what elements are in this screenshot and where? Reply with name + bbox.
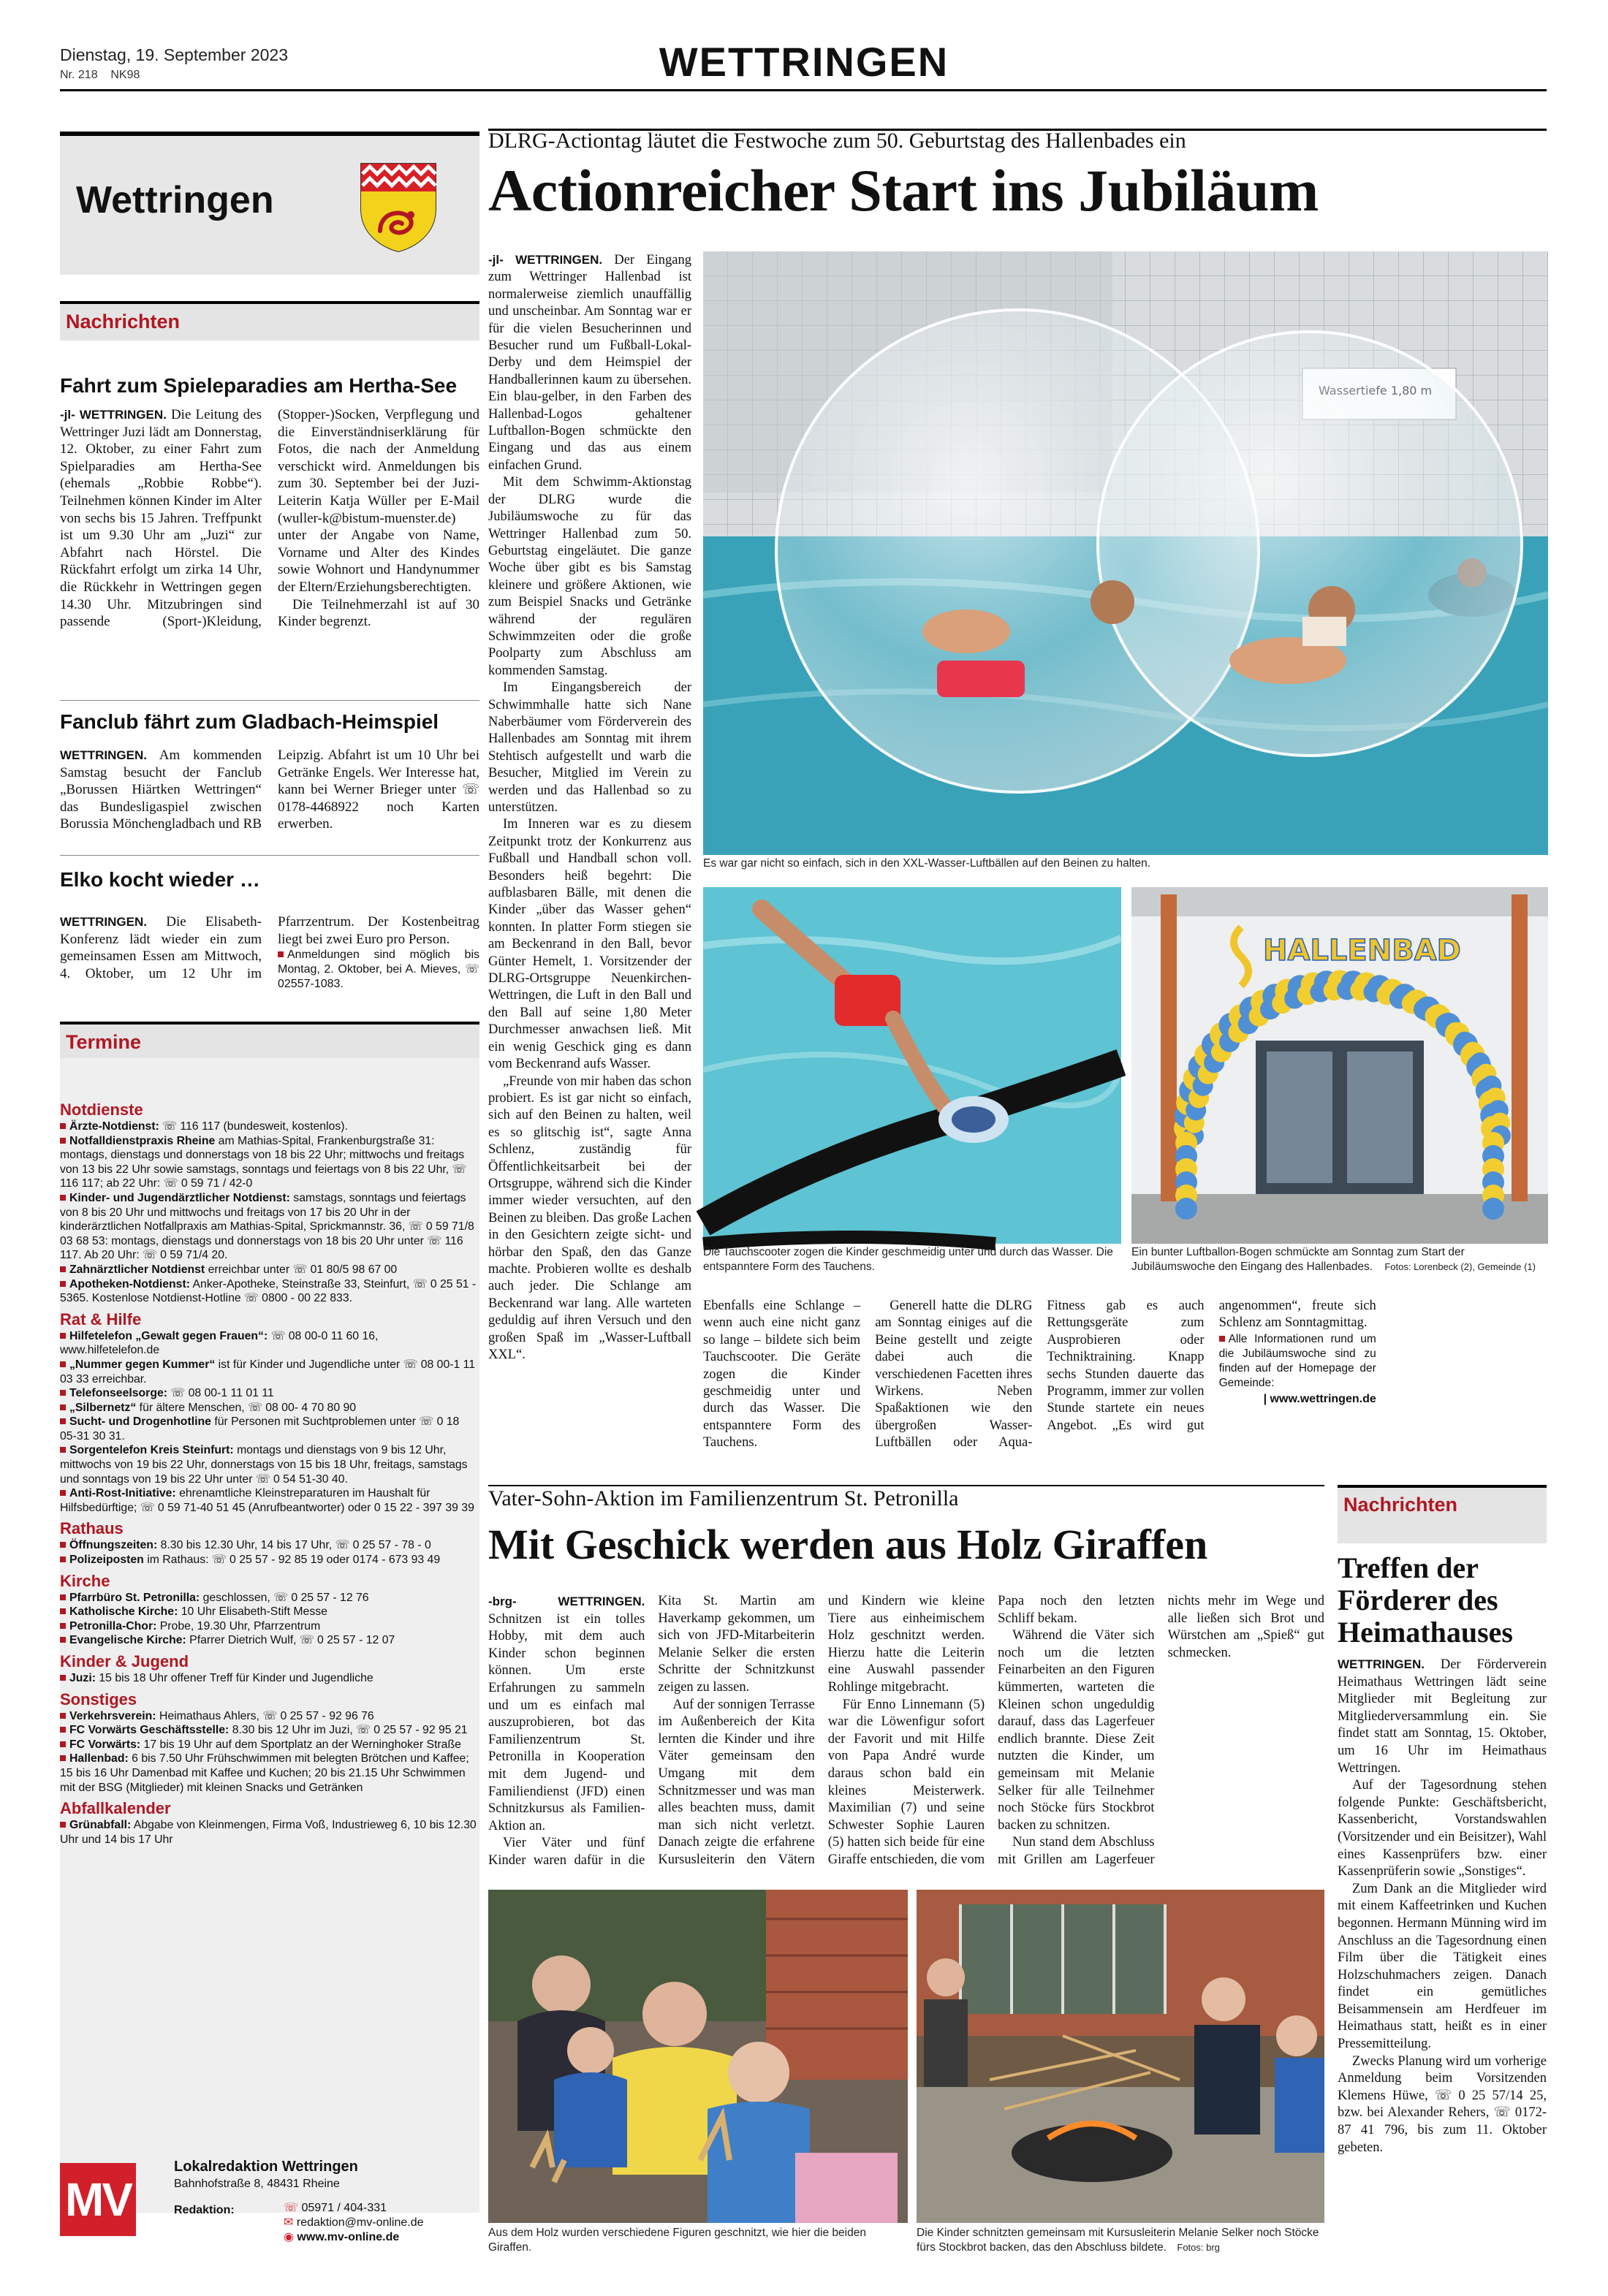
- sidebar-article-1-title: Fahrt zum Spieleparadies am Hertha-See: [60, 374, 458, 397]
- bullet-square-icon: [60, 1404, 66, 1410]
- main-dateline: -jl- WETTRINGEN.: [488, 253, 603, 267]
- termine-item-label: FC Vorwärts Geschäftsstelle:: [69, 1724, 230, 1737]
- termine-item: [60, 1486, 477, 1515]
- termine-item: [60, 1818, 477, 1847]
- second-text-3: Auf der sonnigen Terrasse im Außenbereich der Kita lernten die Kinder und ihre Väter gemeinsam den Umgang mit dem Schnitzmesser und was man alles beachten muss, damit man sich nicht verletzt. Danach zeigte die erfahrene Kursusleiterin den Vätern und Kindern wie kleine Tiere aus einheimischem Holz geschnitzt werden. Hierzu hatte die Leiterin eine Auswahl passender Rohlinge mitgebracht.: [658, 1594, 985, 1867]
- bullet-square-icon: [60, 1727, 66, 1733]
- termine-item-text: 15 bis 18 Uhr offener Treff für Kinder und Jugendliche: [95, 1672, 373, 1684]
- right-nachrichten-bar: [1338, 1485, 1547, 1543]
- termine-item-label: Grünabfall:: [69, 1819, 132, 1832]
- termine-item-label: Sorgentelefon Kreis Steinfurt:: [69, 1444, 234, 1457]
- termine-item: [60, 1120, 477, 1134]
- termine-item-label: Sucht- und Drogenhotline: [69, 1415, 211, 1429]
- termine-item-text: 17 bis 19 Uhr auf dem Sportplatz an der Werninghoker Straße: [140, 1738, 461, 1751]
- termine-item-label: Verkehrsverein:: [69, 1709, 156, 1722]
- header-date: Dienstag, 19. September 2023: [60, 45, 288, 64]
- sidebar-article-1-text: Die Leitung des Wettringer Juzi lädt am Donnerstag, 12. Oktober, zu einer Fahrt zum Spielparadies am Hertha-See (ehemals „Robbie Robbe“). Teilnehmen können Kinder im Alter von sechs bis 15 Jahren. Treffpunkt ist um 9.30 Uhr am „Juzi“ zur Abfahrt nach Hörstel. Die Rückfahrt erfolgt um zirka 14 Uhr, die Rückkehr in Wettringen gegen 14.30 Uhr. Mitzubringen sind passende (Sport-)Kleidung, (Stopper-)Socken, Verpflegung und die Einverständniserklärung für Fotos, die nach der Anmeldung verschickt wird. Anmeldungen bis zum 30. September bei der Juzi-Leiterin Katja Wüller per E-Mail (wuller-k@bistum-muenster.de) unter der Angabe von Name, Vorname und Alter des Kindes sowie Wohnort und Handynummer der Eltern/Erziehungsberechtigten.: [60, 407, 479, 630]
- bullet-square-icon: [60, 1623, 66, 1629]
- termine-item-label: Notfalldienstpraxis Rheine: [69, 1134, 216, 1147]
- termine-item-text: am Mathias-Spital, Frankenburgstraße 31: montags, dienstags und donnerstags von 18 bis 22 Uhr; mittwochs und freitags von 13 bis 22 Uhr sowie samstags, sonntags und feiertags von 8 bis 22 Uhr, ☏ 116 117; ab 22 Uhr: ☏ 0 59 71 / 42-0: [60, 1134, 467, 1190]
- bullet-square-icon: [60, 1281, 66, 1287]
- bullet-square-icon: [60, 1490, 66, 1496]
- termine-category: Rathaus: [60, 1519, 124, 1538]
- redaktion-contacts: [284, 2201, 424, 2245]
- bullet-square-icon: [60, 1713, 66, 1719]
- main-text-7: Generell hatte die DLRG am Sonntag einiges auf die Beine gestellt und zeigte dabei auch die verschiedenen Facetten ihres Wirkens. Neben Spaßaktionen wie den übergroßen Wasser-Luftbällen oder Aqua-Fitness gab es auch Rettungsgeräte zum Ausprobieren oder Techniktraining. Knapp sechs Stunden dauerte das Programm, immer zur vollen Stunde startete ein neues Angebot. „Es wird gut angenommen“, freute sich Schlenz am Sonntagmittag.: [875, 1299, 1376, 1451]
- second-kicker: Vater-Sohn-Aktion im Familienzentrum St. Petronilla: [488, 1486, 959, 1510]
- second-text-5: Während die Väter sich noch um die letzten Feinarbeiten an den Figuren kümmerten, warteten die Kleinen schon ungeduldig darauf, dass das Lagerfeuer endlich brannte. Diese Zeit nutzten die Kinder, um gemeinsam mit Melanie Selker für alle Teilnehmer noch Stöcke fürs Stockbrot backen zu schnitzen.: [998, 1628, 1155, 1833]
- termine-item: [60, 1605, 477, 1619]
- termine-item: [60, 1277, 477, 1306]
- termine-list: [60, 1096, 477, 2126]
- sidebar-article-2-text: Am kommenden Samstag besucht der Fanclub „Borussen Hiärtken Wettringen“ das Bundesligaspiel zwischen Borussia Mönchengladbach und RB Leipzig. Abfahrt ist um 10 Uhr bei Getränke Engels. Wer Interesse hat, kann bei Werner Brieger unter ☏ 0178-4468922 noch Karten erwerben.: [60, 748, 479, 832]
- termine-category: Kirche: [60, 1571, 110, 1590]
- termine-category: Notdienste: [60, 1101, 143, 1119]
- bullet-square-icon: [60, 1333, 66, 1339]
- termine-item-label: Öffnungszeiten:: [69, 1539, 158, 1552]
- hallenbad-sign: HALLENBAD: [1263, 934, 1461, 968]
- termine-item: [60, 1738, 477, 1752]
- sidebar-divider-1: [60, 700, 479, 701]
- termine-item-text: ☏ 116 117 (bundesweit, kostenlos).: [159, 1120, 348, 1133]
- main-lower-columns: Ebenfalls eine Schlange – wenn auch eine nicht ganz so lange – bildete sich beim Tauchscooter. Die Geräte zogen die Kinder geschmeidig unter und durch das Wasser. Die entspanntere Form des Tauchens. Generell hatte die DLRG am Sonntag einiges auf die Beine gestellt und zeigte dabei auch die verschiedenen Facetten ihres Wirkens. Neben Spaßaktionen wie den übergroßen Wasser-Luftbällen oder Aqua-Fitness gab es auch Rettungsgeräte zum Ausprobieren oder Techniktraining. Knapp sechs Stunden dauerte das Programm, immer zur vollen Stunde startete ein neues Angebot. „Es wird gut angenommen“, freute sich Schlenz am Sonntagmittag. Alle Informationen rund um die Jubiläumswoche sind zu finden auf der Homepage der Gemeinde: | www.wettringen.de: [703, 1298, 1548, 1464]
- termine-item-text: Anker-Apotheke, Steinstraße 33, Steinfurt, ☏ 0 25 51 - 5365. Kostenlose Notdienst-Hotline ☏ 0800 - 00 22 833.: [60, 1277, 477, 1305]
- bullet-square-icon: [60, 1755, 66, 1761]
- redaktion-address: Bahnhofstraße 8, 48431 Rheine: [174, 2178, 340, 2190]
- photo-giraffes: [488, 1890, 908, 2223]
- second-dateline: -brg- WETTRINGEN.: [488, 1594, 645, 1608]
- caption-balloon-arch: [1131, 1245, 1548, 1274]
- termine-item: [60, 1538, 477, 1553]
- right-text-4: Zwecks Planung wird um vorherige Anmeldung beim Vorsitzenden Klemens Hüwe, ☏ 0 25 57/14 25, bzw. bei Alexander Rehers, ☏ 0172-87 41 796, bis zum 11. Oktober gebeten.: [1338, 2053, 1547, 2155]
- sidebar-article-3-text: Die Elisabeth-Konferenz lädt wieder ein zum gemeinsamen Essen am Mittwoch, 4. Oktober, um 12 Uhr im Pfarrzentrum. Der Kostenbeitrag liegt bei zwei Euro pro Person.: [60, 914, 479, 981]
- phone-icon: ☏: [284, 2202, 299, 2214]
- bullet-square-icon: [60, 1418, 66, 1424]
- termine-item-label: „Silbernetz“: [69, 1401, 137, 1414]
- termine-item: [60, 1752, 477, 1795]
- second-text-2: Vier Väter und fünf Kinder waren dafür in die Kita St. Martin am Haverkamp gekommen, um sich von JFD-Mitarbeiterin Melanie Selker die ersten Schritte der Schnitzkunst zeigen zu lassen.: [488, 1594, 815, 1868]
- main-text-1: Der Eingang zum Wettringer Hallenbad ist normalerweise ziemlich unauffällig und unscheinbar. Am Sonntag war er für die vielen Besucherinnen und Besucher rund um Fußball-Lokal-Derby und dem Heimspiel der Handballerinnen kaum zu übersehen. Ein blau-gelber, in den Farben des Hallenbad-Logos gehaltener Luftballon-Bogen schmückte den Eingang und das aus einem einfachen Grund.: [488, 253, 691, 473]
- sidebar-article-1-dateline: -jl- WETTRINGEN.: [60, 408, 167, 422]
- termine-item-label: „Nummer gegen Kummer“: [69, 1358, 216, 1371]
- caption-stockbrot: [917, 2226, 1324, 2255]
- bullet-square-icon: [60, 1675, 66, 1681]
- balloon: [1482, 1198, 1504, 1220]
- main-info-link[interactable]: www.wettringen.de: [1270, 1392, 1376, 1405]
- termine-item-label: Hilfetelefon „Gewalt gegen Frauen“:: [69, 1329, 268, 1342]
- main-text-5: „Freunde von mir haben das schon probiert. Es ist gar nicht so einfach, sich auf den Beinen zu halten, weil es so glitschig ist“, sagte Anna Schlenz, zuständig für Öffentlichkeitsarbeit bei der Ortsgruppe, während sich die Kinder immer wieder versuchten, auf den Beinen zu bleiben. Das große Lachen in den Gesichtern zeigte sicht- und hörbar den Spaß, den das Ganze machte. Probieren wollte es deshalb auch jeder. Die Schlange am Beckenrand war lang. Alle warteten geduldig auf ihren Versuch und den großen Spaß im „Wasser-Luftball XXL“.: [488, 1073, 691, 1362]
- right-text-2: Auf der Tagesordnung stehen folgende Punkte: Geschäftsbericht, Kassenbericht, Vorstandswahlen (Vorsitzender und ein Beisitzer), Wahl eines Kassenprüfers bzw. einer Kassenprüferin sowie „Sonstiges“.: [1338, 1778, 1547, 1879]
- caption-tauchscooter: Die Tauchscooter zogen die Kinder geschmeidig unter und durch das Wasser. Die entspanntere Form des Tauchens.: [703, 1246, 1113, 1273]
- termine-item: [60, 1591, 477, 1605]
- termine-item-label: Pfarrbüro St. Petronilla:: [69, 1591, 200, 1604]
- main-col1: [488, 251, 691, 1362]
- photo-balloon-arch: [1131, 887, 1548, 1244]
- main-text-6: Ebenfalls eine Schlange – wenn auch eine nicht ganz so lange – bildete sich beim Tauchscooter. Die Geräte zogen die Kinder geschmeidig unter und durch das Wasser. Die entspanntere Form des Tauchens.: [703, 1299, 861, 1451]
- bullet-square-icon: [60, 1637, 66, 1643]
- termine-category: Rat & Hilfe: [60, 1309, 142, 1328]
- sidebar-article-3-note: Anmeldungen sind möglich bis Montag, 2. Oktober, bei A. Mieves, ☏ 02557-1083.: [278, 949, 479, 991]
- right-body: [1338, 1656, 1547, 2262]
- bullet-square-icon: [60, 1542, 66, 1548]
- termine-item-text: erreichbar unter ☏ 01 80/5 98 67 00: [205, 1263, 398, 1276]
- bullet-square-icon: [60, 1556, 66, 1562]
- termine-item-label: Kinder- und Jugendärztlicher Notdienst:: [69, 1191, 290, 1204]
- bullet-square-icon: [60, 1390, 66, 1396]
- issue-code: NK98: [110, 69, 140, 81]
- termine-item-text: ist für Kinder und Jugendliche unter ☏ 08 00-1 11 03 33 erreichbar.: [60, 1358, 476, 1385]
- termine-item-label: Ärzte-Notdienst:: [69, 1120, 159, 1133]
- termine-item-text: ☏ 08 00-0 11 60 16, www.hilfetelefon.de: [60, 1329, 379, 1357]
- termine-item-text: im Rathaus: ☏ 0 25 57 - 92 85 19 oder 0174 - 673 93 49: [143, 1554, 441, 1567]
- right-text-1: Der Förderverein Heimathaus Wettringen lädt seine Mitglieder mit Begleitung zur Mitgliederversammlung ein. Sie findet statt am Sonntag, 15. Oktober, um 16 Uhr im Heimathaus Wettringen.: [1338, 1657, 1547, 1776]
- second-photo-credit: Fotos: brg: [1177, 2242, 1220, 2253]
- termine-item-text: Pfarrer Dietrich Wulf, ☏ 0 25 57 - 12 07: [186, 1634, 395, 1647]
- second-headline: Mit Geschick werden aus Holz Giraffen: [488, 1521, 1208, 1568]
- termine-item-label: Anti-Rost-Initiative:: [69, 1487, 176, 1500]
- termine-item-text: Heimathaus Ahlers, ☏ 0 25 57 - 92 96 76: [156, 1709, 374, 1722]
- town-title: Wettringen: [76, 179, 274, 221]
- sidebar-article-1-body: [60, 406, 479, 697]
- termine-item-label: Evangelische Kirche:: [69, 1634, 186, 1647]
- right-headline: Treffen der Förderer des Heimathauses: [1338, 1551, 1513, 1649]
- termine-item: [60, 1191, 477, 1263]
- redaktion-box: [60, 2148, 479, 2251]
- termine-item-text: Abgabe von Kleinmengen, Firma Voß, Industrieweg 6, 10 bis 12.30 Uhr und 14 bis 17 Uhr: [60, 1819, 477, 1846]
- termine-item-label: Polizeiposten: [69, 1554, 144, 1567]
- right-nachrichten-label: Nachrichten: [1343, 1494, 1458, 1516]
- sidebar-article-2-title: Fanclub fährt zum Gladbach-Heimspiel: [60, 710, 439, 733]
- sidebar-article-3-body: [60, 913, 479, 1013]
- second-text-4: Für Enno Linnemann (5) war die Löwenfigur sofort der Favorit und mit Hilfe von Papa André wurde daraus schon bald ein kleines Meisterwerk. Maximilian (7) und seine Schwester Sophie Lauren (5) hatten sich beide für eine Giraffe entschieden, die vom Papa noch den letzten Schliff bekam.: [827, 1594, 1155, 1867]
- termine-item-label: Petronilla-Chor:: [69, 1619, 157, 1632]
- redaktion-web[interactable]: www.mv-online.de: [297, 2231, 400, 2243]
- bullet-square-icon: [60, 1608, 66, 1614]
- sidebar-divider-2: [60, 855, 479, 856]
- termine-item: [60, 1723, 477, 1738]
- termine-item-text: für Personen mit Suchtproblemen unter ☏ 0 18 05-31 30 31.: [60, 1415, 460, 1442]
- termine-category: Abfallkalender: [60, 1799, 171, 1818]
- termine-item-text: geschlossen, ☏ 0 25 57 - 12 76: [200, 1591, 369, 1604]
- right-text-3: Zum Dank an die Mitglieder wird mit einem Kaffeetrinken und Kuchen begonnen. Hermann Münning wird im Anschluss an die Tagesordnung einen Film über die Tätigkeit eines Holzschuhmachers zeigen. Danach findet ein gemütliches Beisammensein am Herdfeuer im Heimathaus statt, heißt es in einer Pressemitteilung.: [1338, 1881, 1547, 2052]
- sidebar-termine-label: Termine: [66, 1031, 142, 1053]
- termine-category: Sonstiges: [60, 1689, 137, 1708]
- bullet-square-icon: [60, 1266, 66, 1272]
- termine-item-label: Katholische Kirche:: [69, 1605, 178, 1619]
- right-dateline: WETTRINGEN.: [1338, 1657, 1425, 1671]
- sidebar-article-1-text2: Die Teilnehmerzahl ist auf 30 Kinder begrenzt.: [278, 596, 479, 630]
- bullet-square-icon: [60, 1741, 66, 1747]
- termine-item-text: montags und dienstags von 9 bis 12 Uhr, mittwochs von 19 bis 22 Uhr, donnerstags von 15 bis 18 Uhr, freitags, samstags und sonntags von 19 bis 22 Uhr unter ☏ 0 54 51-30 40.: [60, 1444, 468, 1486]
- termine-item: [60, 1329, 477, 1358]
- termine-item: [60, 1671, 477, 1686]
- sidebar-article-2-dateline: WETTRINGEN.: [60, 748, 147, 762]
- sidebar-article-2-body: [60, 747, 479, 852]
- header-rule: [60, 89, 1547, 91]
- issue-number: Nr. 218: [60, 69, 98, 81]
- sidebar-article-3-title: Elko kocht wieder …: [60, 868, 260, 891]
- bullet-square-icon: [60, 1822, 66, 1828]
- redaktion-phone: 05971 / 404-331: [301, 2202, 387, 2214]
- bullet-square-icon: [60, 1594, 66, 1600]
- bullet-square-icon: [60, 1195, 66, 1201]
- termine-item-label: Apotheken-Notdienst:: [69, 1277, 190, 1290]
- termine-item: [60, 1401, 477, 1415]
- sidebar-termine-bar: [60, 1022, 479, 1061]
- termine-item: [60, 1443, 477, 1486]
- bullet-square-icon: [60, 1447, 66, 1453]
- termine-item-text: ☏ 08 00-1 11 01 11: [167, 1387, 274, 1400]
- termine-item-label: Juzi:: [69, 1672, 96, 1684]
- photo-tauchscooter: [703, 887, 1121, 1244]
- web-icon: ◉: [284, 2231, 294, 2243]
- sidebar: [60, 132, 479, 2258]
- termine-item: [60, 1134, 477, 1191]
- main-text-2: Mit dem Schwimm-Aktionstag der DLRG wurde die Jubiläumswoche zu für das Wettringer Hallenbad zum 50. Geburtstag eingeläutet. Die ganze Woche über gibt es bis Samstag kleinere und größere Aktionen, wie zum Beispiel Snacks und Getränke während der regulären Schwimmzeiten oder die große Poolparty zum Abschluss am kommenden Samstag.: [488, 475, 691, 678]
- main-kicker: DLRG-Actiontag läutet die Festwoche zum 50. Geburtstag des Hallenbades ein: [488, 129, 1186, 153]
- termine-item-label: Hallenbad:: [69, 1752, 129, 1765]
- redaktion-email[interactable]: redaktion@mv-online.de: [296, 2216, 424, 2229]
- termine-item-text: für ältere Menschen, ☏ 08 00- 4 70 80 90: [136, 1401, 357, 1414]
- town-box: [60, 132, 479, 275]
- sidebar-nachrichten-label: Nachrichten: [66, 311, 181, 332]
- termine-item-label: FC Vorwärts:: [69, 1738, 141, 1751]
- redaktion-label: Redaktion:: [174, 2204, 235, 2216]
- bullet-square-icon: [60, 1361, 66, 1367]
- bullet-square-icon: [60, 1123, 66, 1129]
- termine-item-text: 6 bis 7.50 Uhr Frühschwimmen mit belegten Brötchen und Kaffee; 15 bis 16 Uhr Damenbad mit Kaffee und Kuchen; 20 bis 21.15 Uhr Schwimmen mit der BSG (Mitglieder) mit kleinen Snacks und Getränken: [60, 1752, 469, 1794]
- redaktion-title: Lokalredaktion Wettringen: [174, 2159, 358, 2175]
- main-photo-credit: Fotos: Lorenbeck (2), Gemeinde (1): [1384, 1261, 1536, 1272]
- caption-stockbrot-text: Die Kinder schnitzten gemeinsam mit Kursusleiterin Melanie Selker noch Stöcke fürs Stockbrot backen, das den Abschluss bildete.: [917, 2227, 1319, 2254]
- photo-stockbrot: [917, 1890, 1324, 2223]
- termine-item-text: ehrenamtliche Kleinstreparaturen im Haushalt für Hilfsbedürftige; ☏ 0 59 71-40 51 45 (Anrufbeantworter) oder 0 15 22 - 397 39 39: [60, 1487, 474, 1514]
- photo-water-balls: [703, 251, 1548, 855]
- balloon: [1175, 1198, 1197, 1220]
- termine-item: [60, 1358, 477, 1386]
- header-town: WETTRINGEN: [659, 39, 949, 85]
- second-columns: [488, 1593, 1324, 1879]
- termine-item: [60, 1263, 477, 1277]
- termine-item: [60, 1553, 477, 1567]
- termine-item-text: 8.30 bis 12.30 Uhr, 14 bis 17 Uhr, ☏ 0 25 57 - 78 - 0: [157, 1539, 431, 1552]
- caption-giraffes: Aus dem Holz wurden verschiedene Figuren geschnitzt, wie hier die beiden Giraffen.: [488, 2227, 866, 2254]
- second-text-1: Schnitzen ist ein tolles Hobby, mit dem auch Kinder schon beginnen können. Um erste Erfahrungen zu sammeln und um es einfach mal auszuprobieren, bot das Familienzentrum St. Petronilla in Kooperation mit dem Jugend- und Familiendienst (JFD) einen Schnitzkursus als Familien-Aktion an.: [488, 1611, 645, 1833]
- main-text-3: Im Eingangsbereich der Schwimmhalle hatte sich Nane Naberbäumer vom Förderverein des Hallenbades am Sonntag mit ihrem Stehtisch aufgestellt und warb die Besucher, Mitglied im Verein zu werden und das Hallenbad so zu unterstützen.: [488, 680, 691, 815]
- termine-item-text: samstags, sonntags und feiertags von 8 bis 20 Uhr und mittwochs und freitags von 17 bis 20 Uhr in der kinderärztlichen Notfallpraxis am Mathias-Spital, Sprickmannstr. 36, ☏ 0 59 71/8 03 68 53: montags, dienstags und donnerstags von 18 bis 20 Uhr unter ☏ 116 117. Ab 20 Uhr: ☏ 0 59 71/4 20.: [60, 1191, 474, 1262]
- termine-item-label: Zahnärztlicher Notdienst: [69, 1263, 205, 1276]
- sidebar-article-3-dateline: WETTRINGEN.: [60, 915, 147, 929]
- termine-item: [60, 1709, 477, 1724]
- termine-item: [60, 1386, 477, 1401]
- termine-category: Kinder & Jugend: [60, 1652, 189, 1670]
- termine-item-text: Probe, 19.30 Uhr, Pfarrzentrum: [156, 1619, 321, 1632]
- termine-item-text: 8.30 bis 12 Uhr im Juzi, ☏ 0 25 57 - 92 95 21: [229, 1724, 468, 1737]
- main-headline: Actionreicher Start ins Jubiläum: [488, 157, 1319, 224]
- main-text-4: Im Inneren war es zu diesem Zeitpunkt trotz der Konkurrenz aus Fußball und Handball schon voll. Besonders heiß begehrt: Die aufblasbaren Bälle, mit denen die Kinder „über das Wasser gehen“ konnten. In platter Form stiegen sie am Beckenrand in den Ball, bevor Günter Hemelt, 1. Vorsitzender der DLRG-Ortsgruppe Neuenkirchen-Wettringen, die Luft in den Ball und den Ball auf seine 1,80 Meter Durchmesser anwachsen ließ. Mit ein wenig Geschick ging es dann vom Beckenrand aufs Wasser.: [488, 817, 691, 1072]
- caption-water-balls: Es war gar nicht so einfach, sich in den XXL-Wasser-Luftbällen auf den Beinen zu halten.: [703, 857, 1151, 870]
- termine-item-label: Telefonseelsorge:: [69, 1387, 168, 1400]
- main-info: Alle Informationen rund um die Jubiläumswoche sind zu finden auf der Homepage der Gemeinde:: [1218, 1332, 1376, 1389]
- sidebar-nachrichten-bar: [60, 301, 479, 341]
- second-text-6: Nun stand dem Abschluss mit Grillen am Lagerfeuer nichts mehr im Wege und alle ließen sich Brot und Würstchen am „Spieß“ gut schmecken.: [998, 1594, 1324, 1867]
- termine-item: [60, 1633, 477, 1648]
- mail-icon: ✉: [284, 2216, 294, 2229]
- termine-item: [60, 1415, 477, 1443]
- mv-logo: MV: [60, 2163, 136, 2236]
- termine-item-text: 10 Uhr Elisabeth-Stift Messe: [178, 1605, 327, 1619]
- caption-balloon-arch-text: Ein bunter Luftballon-Bogen schmückte am Sonntag zum Start der Jubiläumswoche den Eingang des Hallenbades.: [1131, 1246, 1465, 1273]
- termine-item: [60, 1619, 477, 1634]
- wettringen-crest-icon: [358, 161, 439, 253]
- bullet-square-icon: [60, 1138, 66, 1144]
